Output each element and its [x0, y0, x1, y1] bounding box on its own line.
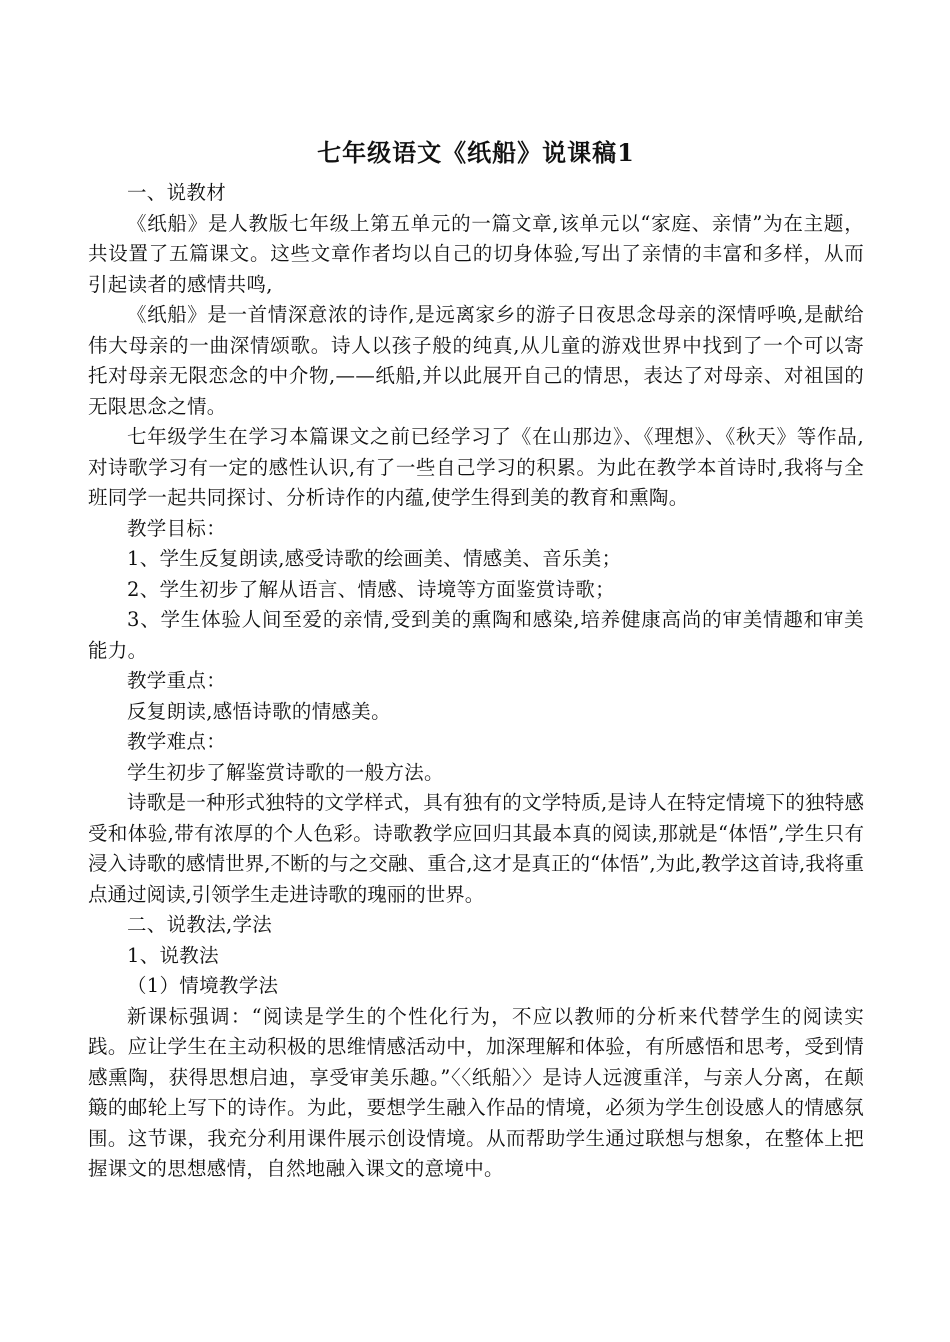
section-heading-methods: 二、说教法,学法: [127, 913, 273, 936]
difficulty-text: 学生初步了解鉴赏诗歌的一般方法。: [127, 760, 444, 784]
goal-item-3: 3、学生体验人间至爱的亲情,受到美的熏陶和感染,培养健康高尚的审美情趣和审美能力。: [88, 608, 864, 662]
key-point-text: 反复朗读,感悟诗歌的情感美。: [127, 699, 391, 723]
subheading-teaching-method: 1、说教法: [127, 943, 219, 967]
paragraph-poem-intro: 《纸船》是一首情深意浓的诗作,是远离家乡的游子日夜思念母亲的深情呼唤,是献给伟大母亲的一曲深情颂歌。诗人以孩子般的纯真,从儿童的游戏世界中找到了一个可以寄托对母亲无限恋念的中介物,——纸船,并以此展开自己的情思，表达了对母亲、对祖国的无限思念之情。: [88, 303, 864, 418]
paragraph-curriculum-standard: 新课标强调：“阅读是学生的个性化行为，不应以教师的分析来代替学生的阅读实践。应让学生在主动积极的思维情感活动中，加深理解和体验，有所感悟和思考，受到情感熏陶，获得思想启迪，享受审美乐趣。”〈〈纸船〉〉是诗人远渡重洋，与亲人分离，在颠簸的邮轮上写下的诗作。为此，要想学生融入作品的情境，必须为学生创设感人的情感氛围。这节课，我充分利用课件展示创设情境。从而帮助学生通过联想与想象，在整体上把握课文的思想感情，自然地融入课文的意境中。: [88, 1004, 864, 1180]
label-teaching-goals: 教学目标：: [127, 516, 227, 540]
label-key-points: 教学重点：: [127, 669, 227, 692]
label-difficulties: 教学难点：: [127, 730, 227, 753]
document-title: 七年级语文《纸船》说课稿1: [317, 138, 635, 167]
section-heading-textbook: 一、说教材: [127, 181, 227, 204]
paragraph-unit-intro: 《纸船》是人教版七年级上第五单元的一篇文章,该单元以“家庭、亲情”为在主题，共设置了五篇课文。这些文章作者均以自己的切身体验,写出了亲情的丰富和多样，从而引起读者的感情共鸣,: [88, 211, 864, 296]
document-page: [88, 138, 864, 1185]
subheading-situational-method: （1）情境教学法: [127, 974, 279, 997]
paragraph-student-background: 七年级学生在学习本篇课文之前已经学习了《在山那边》、《理想》、《秋天》等作品,对诗歌学习有一定的感性认识,有了一些自己学习的积累。为此在教学本首诗时,我将与全班同学一起共同探讨、分析诗作的内蕴,使学生得到美的教育和熏陶。: [88, 425, 864, 509]
goal-item-1: 1、学生反复朗读,感受诗歌的绘画美、情感美、音乐美；: [127, 547, 622, 570]
paragraph-poetry-teaching: 诗歌是一种形式独特的文学样式，具有独有的文学特质,是诗人在特定情境下的独特感受和体验,带有浓厚的个人色彩。诗歌教学应回归其最本真的阅读,那就是“体悟”,学生只有浸入诗歌的感情世界,不断的与之交融、重合,这才是真正的“体悟”,为此,教学这首诗,我将重点通过阅读,引领学生走进诗歌的瑰丽的世界。: [88, 791, 864, 906]
goal-item-2: 2、学生初步了解从语言、情感、诗境等方面鉴赏诗歌；: [127, 577, 615, 601]
